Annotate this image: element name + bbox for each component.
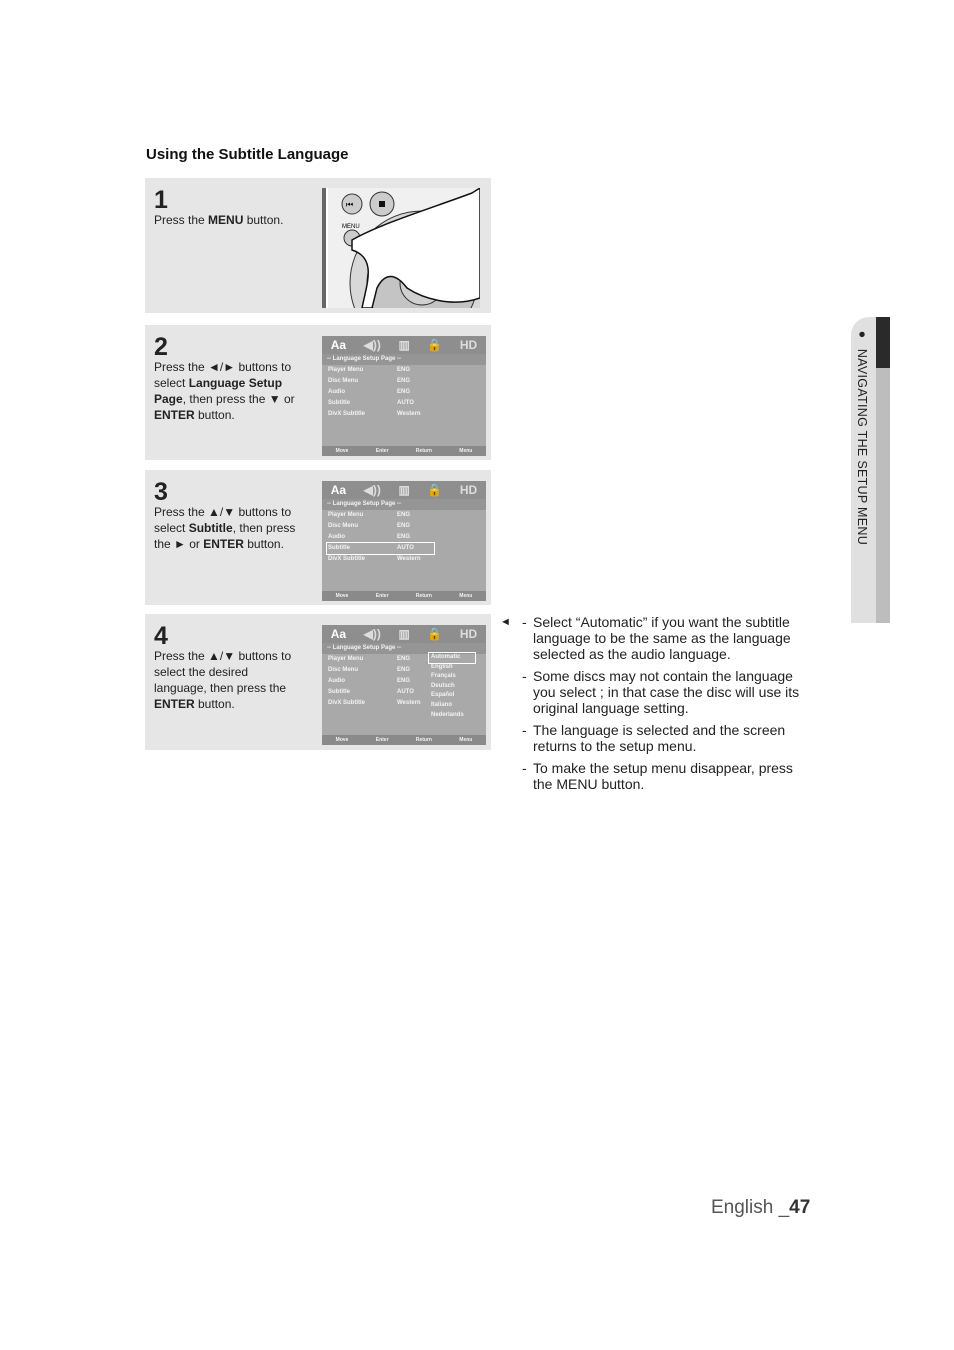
audio-icon: ◀)): [363, 627, 381, 641]
footer-hint: Move: [335, 448, 349, 454]
step-1: [145, 178, 491, 313]
menu-value: ENG: [397, 656, 411, 662]
screen-icon-bar: [322, 336, 486, 354]
menu-label: Player Menu: [328, 367, 364, 373]
menu-label: DivX Subtitle: [328, 700, 366, 706]
menu-row: [322, 365, 486, 376]
menu-row: [322, 409, 486, 420]
language-options: [431, 653, 475, 720]
menu-label: Audio: [328, 389, 345, 395]
language-option: Français: [431, 673, 456, 680]
menu-value: Western: [397, 411, 421, 417]
menu-label: Audio: [328, 534, 345, 540]
language-option: Español: [431, 692, 455, 699]
step-4: [145, 614, 491, 750]
footer-hint: Enter: [375, 593, 389, 599]
hd-icon: HD: [459, 483, 478, 497]
lock-icon: 🔒: [427, 627, 443, 641]
note-arrow-icon: ◄: [500, 616, 511, 628]
display-icon: ▥: [398, 483, 410, 497]
menu-label: Player Menu: [328, 512, 364, 518]
footer-hint: Move: [335, 593, 349, 599]
note-item: - To make the setup menu disappear, press the MENU button.: [522, 760, 793, 792]
step-2: [145, 325, 491, 460]
language-icon: Aa: [330, 338, 347, 352]
language-option: Nederlands: [431, 711, 464, 718]
menu-row: [322, 510, 486, 521]
menu-label: Subtitle: [328, 545, 350, 551]
menu-label: Disc Menu: [328, 667, 359, 673]
screen-icon-bar: [322, 625, 486, 643]
screen-header: -- Language Setup Page --: [322, 354, 486, 365]
section-title: Using the Subtitle Language: [146, 146, 349, 163]
menu-value: ENG: [397, 389, 411, 395]
audio-icon: ◀)): [363, 338, 381, 352]
language-option: Italiano: [431, 701, 453, 708]
language-option: Automatic: [429, 653, 475, 663]
menu-label: Player Menu: [328, 656, 364, 662]
menu-row: [322, 398, 486, 409]
footer-hint: Move: [335, 737, 349, 743]
menu-row: [322, 387, 486, 398]
menu-value: AUTO: [397, 400, 414, 406]
menu-row: [322, 532, 486, 543]
setup-screen: [322, 336, 486, 456]
menu-label: Disc Menu: [328, 378, 359, 384]
menu-value: ENG: [397, 378, 411, 384]
screen-icon-bar: [322, 481, 486, 499]
step-3: [145, 470, 491, 605]
hd-icon: HD: [459, 338, 478, 352]
menu-label: MENU: [342, 224, 360, 230]
step-number: 2: [154, 333, 168, 361]
menu-row: [322, 376, 486, 387]
menu-value: ENG: [397, 367, 411, 373]
note-item: - The language is selected and the screen returns to the setup menu.: [522, 722, 786, 754]
step-text: Press the MENU button.: [154, 213, 284, 227]
menu-label: DivX Subtitle: [328, 556, 366, 562]
menu-value: ENG: [397, 512, 411, 518]
menu-value: Western: [397, 556, 421, 562]
step-number: 1: [154, 186, 168, 214]
lock-icon: 🔒: [427, 483, 443, 497]
footer-hint: Enter: [375, 448, 389, 454]
menu-label: Subtitle: [328, 400, 350, 406]
footer-hint: Return: [415, 737, 432, 743]
chapter-side-tab: [851, 317, 890, 623]
language-option: English: [431, 663, 453, 670]
step-text: Press the ▲/▼ buttons to select Subtitle, then press the ► or ENTER button.: [154, 505, 296, 551]
screen-header: -- Language Setup Page --: [322, 643, 486, 654]
remote-illustration: [322, 188, 480, 308]
step-number: 3: [154, 478, 168, 506]
bullet-icon: ●: [855, 327, 869, 342]
menu-value: AUTO: [397, 545, 414, 551]
setup-screen: [322, 481, 486, 601]
footer-hint: Menu: [459, 737, 473, 743]
page-number: English _47: [711, 1197, 811, 1218]
menu-value: ENG: [397, 667, 411, 673]
menu-row: [322, 554, 486, 565]
footer-hint: Enter: [375, 737, 389, 743]
menu-label: Subtitle: [328, 689, 350, 695]
footer-hint: Menu: [459, 448, 473, 454]
footer-hint: Return: [415, 593, 432, 599]
language-icon: Aa: [330, 627, 347, 641]
screen-footer: [322, 735, 486, 745]
note-item: - Select “Automatic” if you want the subtitle language to be the same as the language selected as the audio language.: [522, 614, 791, 662]
display-icon: ▥: [398, 627, 410, 641]
menu-label: Audio: [328, 678, 345, 684]
footer-hint: Menu: [459, 593, 473, 599]
chapter-label: NAVIGATING THE SETUP MENU: [855, 348, 869, 546]
notes: [500, 614, 800, 798]
step-text: Press the ◄/► buttons to select Language Setup Page, then press the ▼ or ENTER button.: [154, 360, 295, 422]
menu-value: AUTO: [397, 689, 414, 695]
svg-text:⏮: ⏮: [346, 200, 354, 209]
screen-header: -- Language Setup Page --: [322, 499, 486, 510]
menu-value: ENG: [397, 678, 411, 684]
audio-icon: ◀)): [363, 483, 381, 497]
lock-icon: 🔒: [427, 338, 443, 352]
display-icon: ▥: [398, 338, 410, 352]
menu-row: [327, 543, 434, 554]
language-icon: Aa: [330, 483, 347, 497]
hd-icon: HD: [459, 627, 478, 641]
step-number: 4: [154, 622, 168, 650]
menu-label: Disc Menu: [328, 523, 359, 529]
menu-value: Western: [397, 700, 421, 706]
screen-footer: [322, 591, 486, 601]
menu-value: ENG: [397, 523, 411, 529]
menu-row: [322, 521, 486, 532]
step-text: Press the ▲/▼ buttons to select the desired language, then press the ENTER button.: [154, 649, 292, 711]
screen-footer: [322, 446, 486, 456]
note-item: - Some discs may not contain the language you select ; in that case the disc will use its original language setting.: [522, 668, 800, 716]
menu-label: DivX Subtitle: [328, 411, 366, 417]
setup-screen: [322, 625, 486, 745]
menu-value: ENG: [397, 534, 411, 540]
footer-hint: Return: [415, 448, 432, 454]
language-option: Deutsch: [431, 682, 455, 689]
